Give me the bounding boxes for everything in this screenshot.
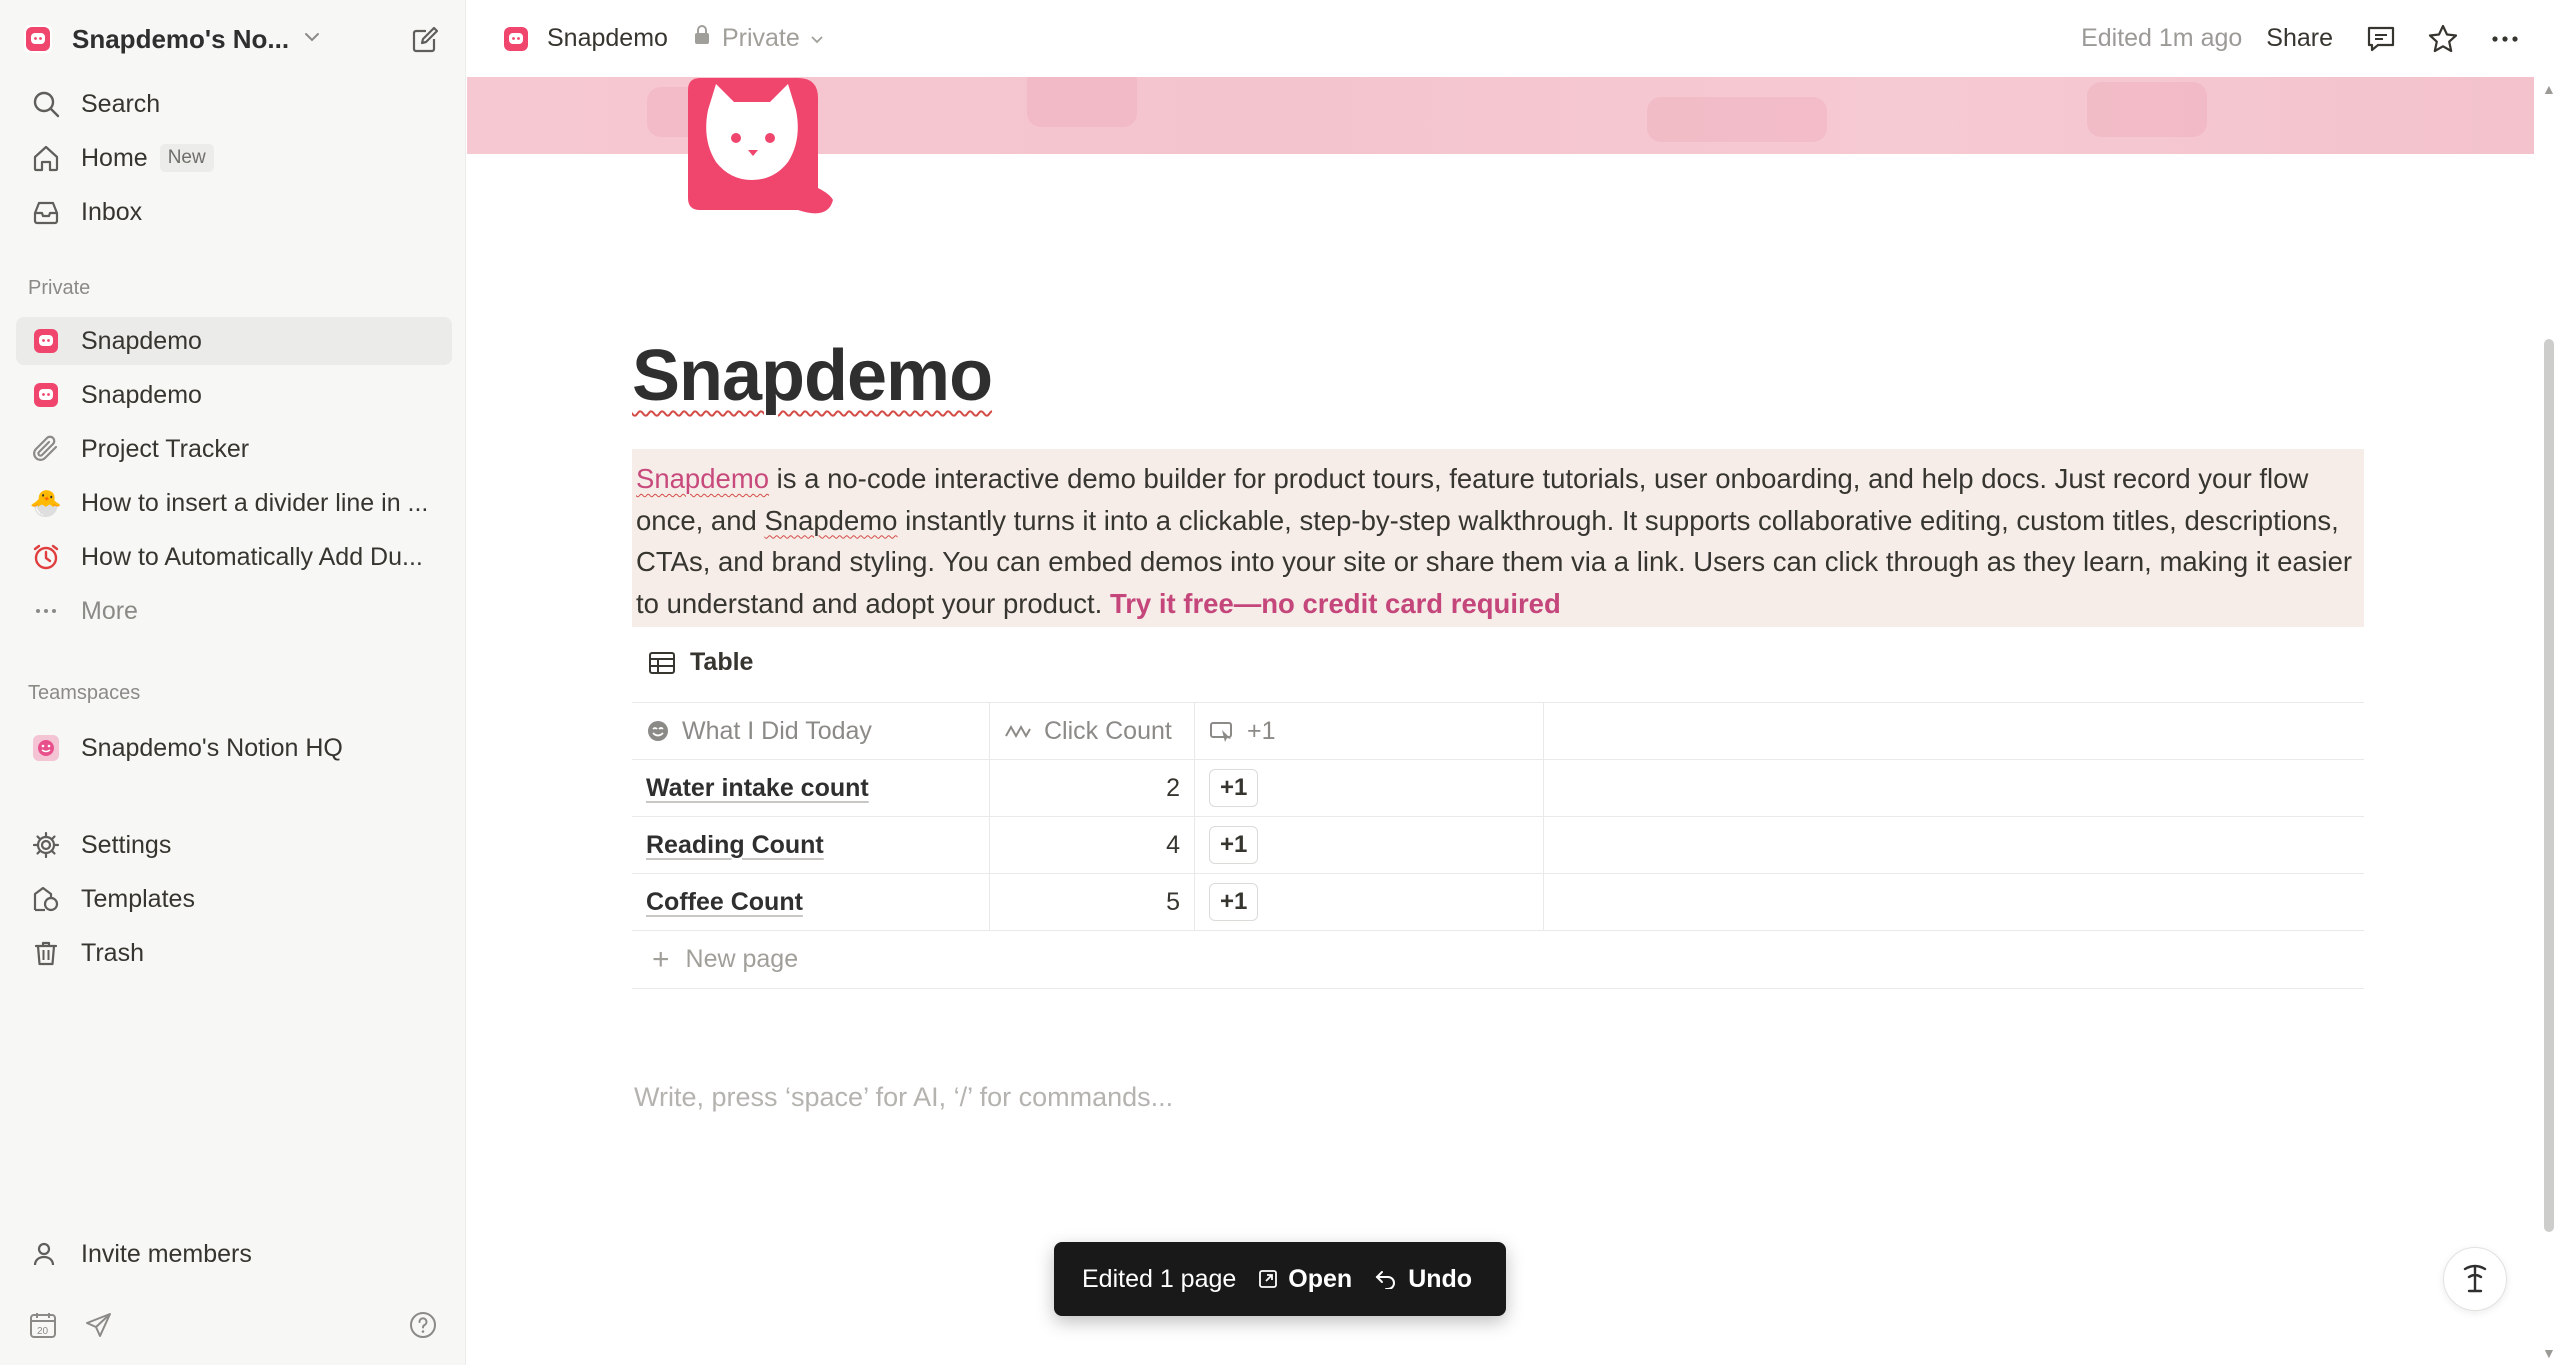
new-page-button[interactable]: [405, 20, 445, 60]
sidebar-item-label: Invite members: [81, 1239, 252, 1268]
page-icon-snapdemo-cat[interactable]: [678, 70, 848, 220]
empty-block-placeholder[interactable]: Write, press ‘space’ for AI, ‘/’ for commands...: [634, 1082, 1174, 1112]
sidebar-item-label: Snapdemo: [81, 380, 202, 409]
paperclip-icon: [28, 431, 64, 467]
svg-text:20: 20: [37, 1325, 49, 1337]
open-external-icon: [1258, 1269, 1278, 1289]
database-table: [632, 702, 2364, 989]
toast-message: Edited 1 page: [1082, 1264, 1237, 1293]
page-description-callout[interactable]: [632, 449, 2364, 627]
toast-undo-label: Undo: [1408, 1264, 1473, 1293]
table-row[interactable]: [632, 874, 2364, 931]
sidebar-item-label: Trash: [81, 938, 144, 967]
alarm-clock-icon: [28, 539, 64, 575]
column-header-plus-one[interactable]: [1195, 703, 1544, 759]
sidebar-item-label: Project Tracker: [81, 434, 250, 463]
new-page-label: New page: [685, 945, 799, 973]
cover-decoration: [2087, 82, 2207, 137]
breadcrumb-page[interactable]: [503, 24, 668, 53]
lock-icon: [692, 24, 712, 53]
sidebar-item-home[interactable]: [16, 134, 452, 182]
scroll-up-arrow-icon[interactable]: ▲: [2542, 81, 2556, 97]
new-page-row-button[interactable]: [632, 931, 2364, 989]
sidebar-item-label: More: [81, 596, 138, 625]
share-button[interactable]: Share: [2266, 24, 2333, 52]
comment-icon[interactable]: [2361, 19, 2401, 59]
sidebar-item-label: How to insert a divider line in ...: [81, 488, 429, 517]
row-filler: [1544, 817, 2364, 873]
sidebar-page-divider-line[interactable]: [16, 479, 452, 527]
plus-icon: +: [652, 942, 670, 976]
button-property-icon: [1209, 719, 1235, 743]
toast-open-label: Open: [1288, 1264, 1353, 1293]
sidebar-item-trash[interactable]: [16, 929, 452, 977]
column-label: Click Count: [1044, 716, 1172, 745]
workspace-name: Snapdemo's No...: [72, 23, 290, 54]
description-text: is a no-code interactive demo builder for product tours, feature tutorials, user onboarding, and help docs. Just record your flow once, and: [636, 463, 2309, 536]
plus-one-button[interactable]: +1: [1209, 826, 1258, 864]
privacy-label: Private: [721, 24, 800, 52]
brand-link[interactable]: Snapdemo: [636, 463, 770, 494]
sidebar-page-auto-add[interactable]: [16, 533, 452, 581]
snapdemo-logo-icon: [28, 377, 64, 413]
more-dots-icon: [28, 593, 64, 629]
column-label: +1: [1247, 716, 1276, 745]
sidebar-item-label: Home: [81, 143, 148, 172]
column-header-click-count[interactable]: [990, 703, 1195, 759]
inbox-icon: [28, 194, 64, 230]
table-row[interactable]: [632, 817, 2364, 874]
table-view-label: Table: [690, 648, 754, 676]
undo-toast: [1054, 1242, 1506, 1316]
teamspaces-section-label: Teamspaces: [28, 682, 141, 704]
sidebar-footer: [28, 1305, 438, 1349]
teamspace-icon: [28, 730, 64, 766]
new-badge: New: [160, 144, 214, 172]
sidebar-item-label: Snapdemo: [81, 326, 202, 355]
row-name[interactable]: Water intake count: [646, 773, 869, 802]
brand-text: Snapdemo: [764, 504, 898, 536]
chevron-down-icon: [810, 24, 824, 53]
home-icon: [28, 140, 64, 176]
chevron-down-icon: [303, 28, 321, 51]
sidebar-item-label: Settings: [81, 830, 172, 859]
row-filler: [1544, 874, 2364, 930]
sidebar-page-snapdemo[interactable]: [16, 371, 452, 419]
title-property-icon: [646, 719, 670, 743]
snapdemo-logo: [24, 25, 52, 53]
description-text: instantly turns it into a clickable, step-by-step walkthrough. It supports collaborative editing, custom titles, descriptions, CTAs, and brand styling. You can embed demos into your site or share them via a link. Users can click through as they learn, making it easier to understand and adopt your product.: [636, 504, 2353, 619]
page-title[interactable]: Snapdemo: [632, 336, 993, 416]
sidebar-page-project-tracker[interactable]: [16, 425, 452, 473]
gear-icon: [28, 827, 64, 863]
sidebar-item-settings[interactable]: [16, 821, 452, 869]
private-section-label: Private: [28, 277, 91, 299]
row-count: 4: [990, 817, 1195, 873]
sidebar-item-more[interactable]: [16, 587, 452, 635]
sidebar-item-label: Templates: [81, 884, 195, 913]
toast-undo-button[interactable]: [1374, 1265, 1472, 1294]
notion-ai-face-icon: [2455, 1259, 2495, 1299]
row-count: 5: [990, 874, 1195, 930]
edited-timestamp: Edited 1m ago: [2081, 24, 2243, 52]
cta-link[interactable]: Try it free—no credit card required: [1109, 587, 1561, 619]
table-icon: [648, 651, 676, 675]
undo-icon: [1374, 1269, 1398, 1289]
snapdemo-logo-icon: [28, 323, 64, 359]
star-icon[interactable]: [2423, 19, 2463, 59]
sidebar-item-label: Snapdemo's Notion HQ: [81, 733, 343, 762]
send-icon[interactable]: [84, 1310, 114, 1345]
scroll-down-arrow-icon[interactable]: ▼: [2542, 1345, 2556, 1361]
top-bar: [467, 0, 2561, 77]
table-row[interactable]: [632, 760, 2364, 817]
invite-members-button[interactable]: [16, 1230, 452, 1278]
vertical-scrollbar[interactable]: [2536, 77, 2561, 1365]
cover-decoration: [1647, 97, 1827, 142]
scrollbar-thumb[interactable]: [2544, 339, 2554, 1232]
sidebar-teamspace-hq[interactable]: [16, 724, 452, 772]
row-count: 2: [990, 760, 1195, 816]
sidebar-page-snapdemo[interactable]: [16, 317, 452, 365]
formula-property-icon: [1004, 720, 1032, 742]
sidebar: [0, 0, 466, 1365]
row-filler: [1544, 760, 2364, 816]
top-bar-actions: [2081, 0, 2547, 77]
row-name[interactable]: Coffee Count: [646, 887, 803, 916]
templates-icon: [28, 881, 64, 917]
toast-open-button[interactable]: [1258, 1265, 1352, 1294]
sidebar-item-label: How to Automatically Add Du...: [81, 542, 423, 571]
workspace-switcher[interactable]: [24, 18, 321, 60]
table-view-tab[interactable]: [648, 648, 753, 677]
plus-one-button[interactable]: +1: [1209, 769, 1258, 807]
compose-icon: [410, 25, 440, 55]
chick-emoji-icon: 🐣: [29, 488, 63, 518]
cover-decoration: [1027, 77, 1137, 127]
row-name[interactable]: Reading Count: [646, 830, 824, 859]
sidebar-item-search[interactable]: [16, 80, 452, 128]
column-label: What I Did Today: [682, 716, 872, 745]
sidebar-item-inbox[interactable]: [16, 188, 452, 236]
help-icon[interactable]: [408, 1310, 438, 1345]
trash-icon: [28, 935, 64, 971]
more-options-icon[interactable]: [2485, 19, 2525, 59]
add-person-icon: [28, 1236, 64, 1272]
plus-one-button[interactable]: +1: [1209, 883, 1258, 921]
snapdemo-logo-icon: [503, 26, 529, 52]
sidebar-item-label: Inbox: [81, 197, 143, 226]
privacy-dropdown[interactable]: [692, 24, 824, 53]
search-icon: [28, 86, 64, 122]
calendar-icon[interactable]: [28, 1310, 58, 1345]
sidebar-item-templates[interactable]: [16, 875, 452, 923]
column-filler: [1544, 703, 2364, 759]
column-header-what-i-did[interactable]: [632, 703, 990, 759]
notion-ai-button[interactable]: [2443, 1247, 2507, 1311]
breadcrumb-label: Snapdemo: [547, 24, 668, 52]
sidebar-item-label: Search: [81, 89, 161, 118]
table-header-row: [632, 703, 2364, 760]
